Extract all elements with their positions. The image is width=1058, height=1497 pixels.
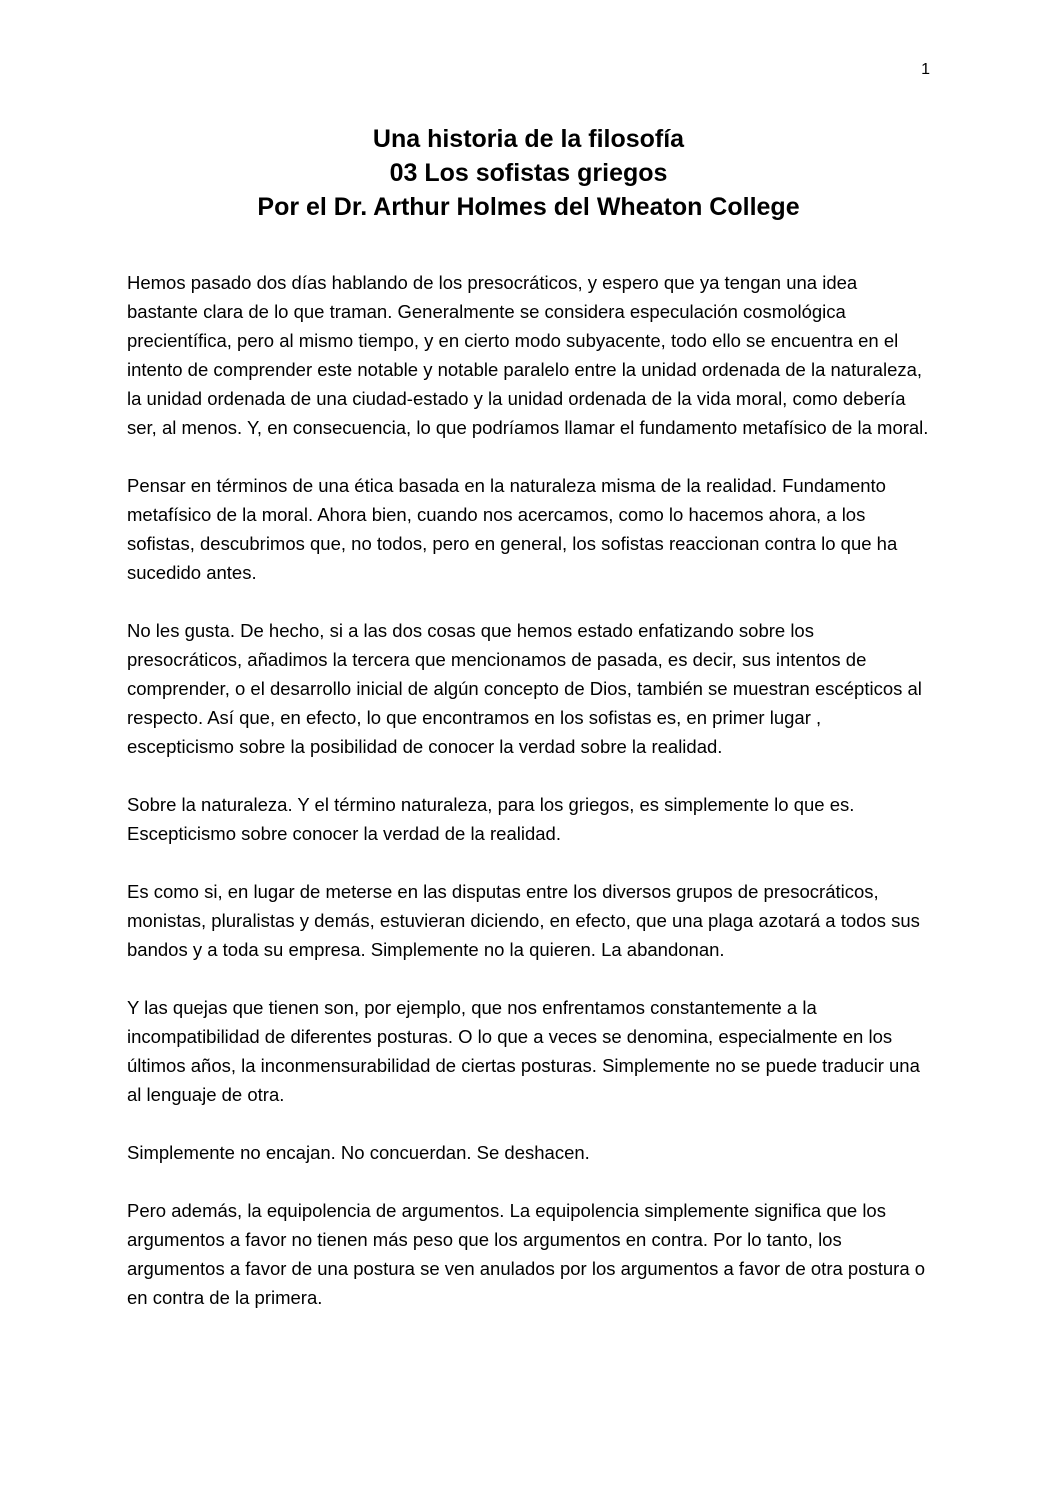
paragraph-7: Simplemente no encajan. No concuerdan. Se deshacen. (127, 1142, 590, 1163)
document-title (127, 122, 930, 224)
paragraph-2: Pensar en términos de una ética basada en la naturaleza misma de la realidad. Fundamento metafísico de la moral. Ahora bien, cuando nos acercamos, como lo hacemos ahora, a los sofistas, descubrimos que, no todos, pero en general, los sofistas reaccionan contra lo que ha sucedido antes. (127, 475, 898, 583)
page-number: 1 (921, 61, 930, 78)
paragraph-6: Y las quejas que tienen son, por ejemplo, que nos enfrentamos constantemente a la incompatibilidad de diferentes posturas. O lo que a veces se denomina, especialmente en los últimos años, la inconmensurabilidad de ciertas posturas. Simplemente no se puede traducir una al lenguaje de otra. (127, 997, 920, 1105)
paragraph-3: No les gusta. De hecho, si a las dos cosas que hemos estado enfatizando sobre los presocráticos, añadimos la tercera que mencionamos de pasada, es decir, sus intentos de comprender, o el desarrollo inicial de algún concepto de Dios, también se muestran escépticos al respecto. Así que, en efecto, lo que encontramos en los sofistas es, en primer lugar , escepticismo sobre la posibilidad de conocer la verdad sobre la realidad. (127, 620, 922, 757)
paragraph-4: Sobre la naturaleza. Y el término naturaleza, para los griegos, es simplemente lo que es. Escepticismo sobre conocer la verdad de la realidad. (127, 794, 855, 844)
title-line-3: Por el Dr. Arthur Holmes del Wheaton College (257, 193, 800, 221)
paragraph-8: Pero además, la equipolencia de argumentos. La equipolencia simplemente significa que los argumentos a favor no tienen más peso que los argumentos en contra. Por lo tanto, los argumentos a favor de una postura se ven anulados por los argumentos a favor de otra postura o en contra de la primera. (127, 1200, 926, 1308)
paragraph-1: Hemos pasado dos días hablando de los presocráticos, y espero que ya tengan una idea bastante clara de lo que traman. Generalmente se considera especulación cosmológica precientífica, pero al mismo tiempo, y en cierto modo subyacente, todo ello se encuentra en el intento de comprender este notable y notable paralelo entre la unidad ordenada de la naturaleza, la unidad ordenada de una ciudad-estado y la unidad ordenada de la vida moral, como debería ser, al menos. Y, en consecuencia, lo que podríamos llamar el fundamento metafísico de la moral. (127, 272, 929, 438)
paragraph-5: Es como si, en lugar de meterse en las disputas entre los diversos grupos de presocráticos, monistas, pluralistas y demás, estuvieran diciendo, en efecto, que una plaga azotará a todos sus bandos y a toda su empresa. Simplemente no la quieren. La abandonan. (127, 881, 920, 960)
title-line-1: Una historia de la filosofía (372, 125, 685, 153)
title-line-2: 03 Los sofistas griegos (389, 159, 668, 187)
